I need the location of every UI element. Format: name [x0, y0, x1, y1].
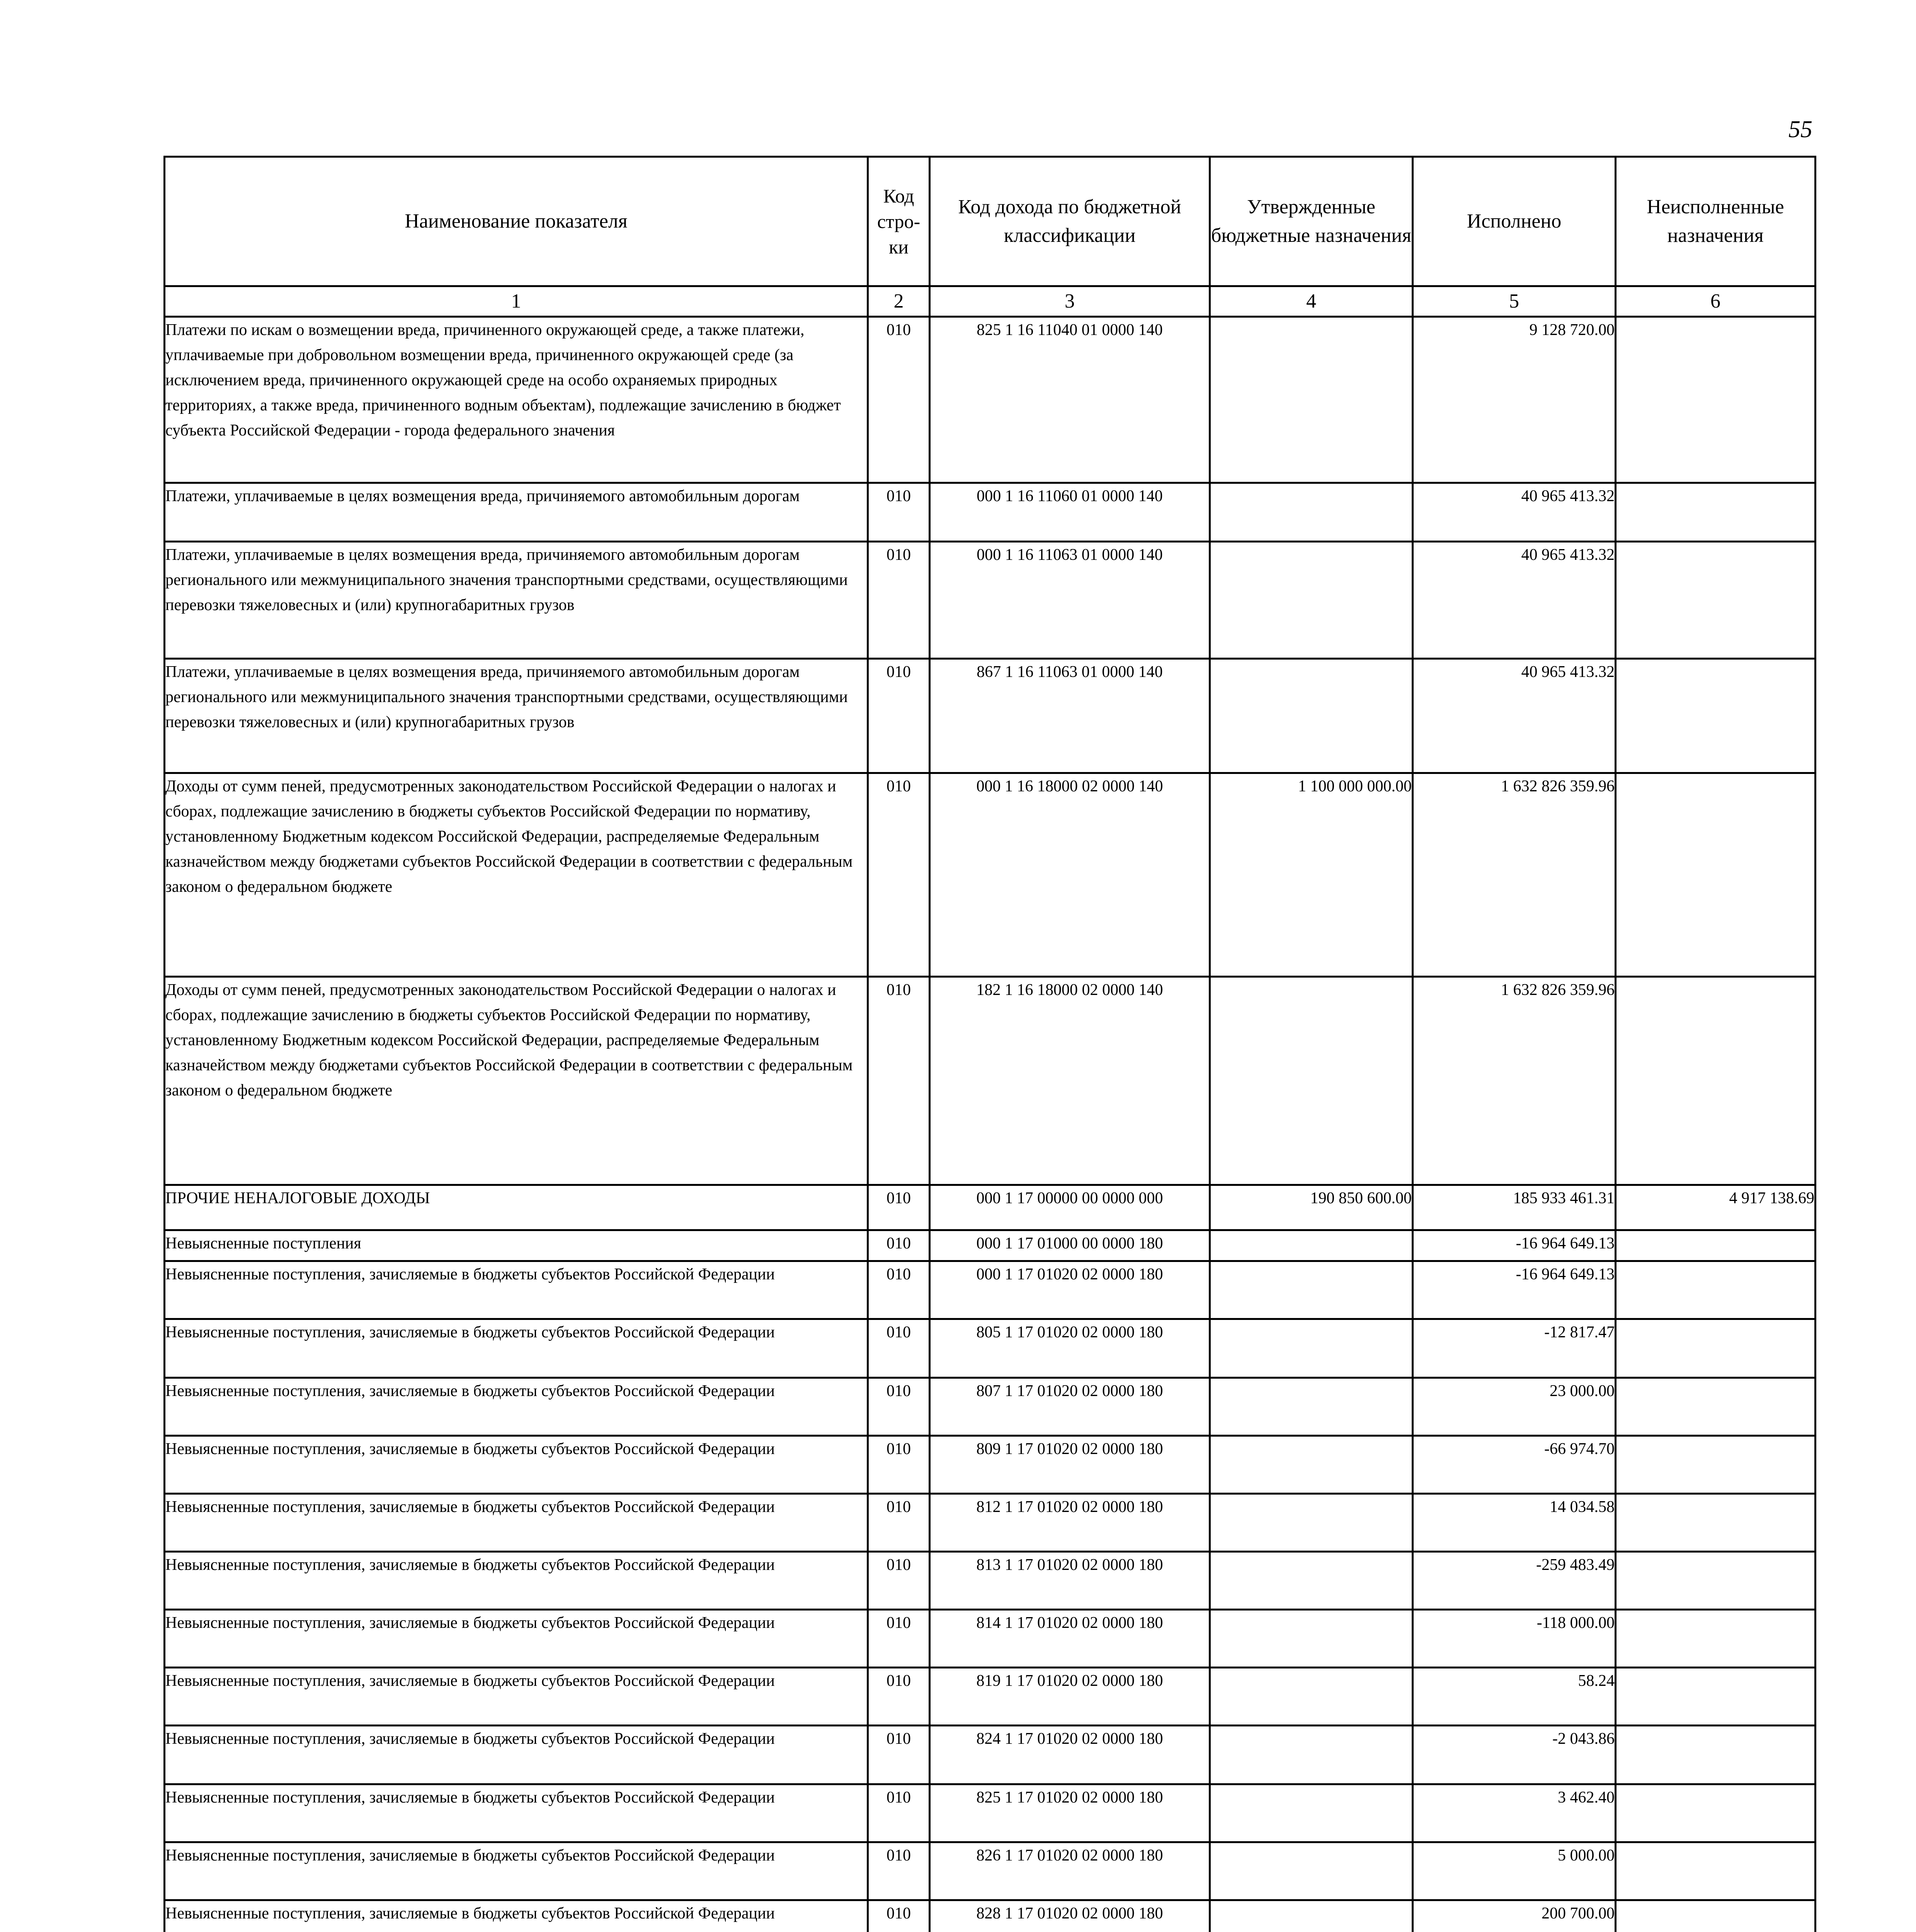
row-unexecuted: 4 917 138.69	[1616, 1185, 1816, 1230]
row-line-code: 010	[868, 1230, 930, 1261]
header-approved: Утвержденные бюджетные назначения	[1210, 157, 1413, 286]
row-unexecuted	[1616, 483, 1816, 542]
table-row	[165, 1610, 1816, 1668]
table-row	[165, 1842, 1816, 1900]
row-income-code: 000 1 16 11063 01 0000 140	[930, 542, 1210, 659]
table-row	[165, 1552, 1816, 1610]
row-approved	[1210, 1319, 1413, 1378]
row-line-code: 010	[868, 1842, 930, 1900]
row-name: Невыясненные поступления, зачисляемые в бюджеты субъектов Российской Федерации	[165, 1436, 868, 1494]
row-name: Платежи по искам о возмещении вреда, причиненного окружающей среде, а также платежи, уплачиваемые при добровольном возмещении вреда, причиненного окружающей среде (за исключением вреда, причиненного окружающей среде на особо охраняемых природных территориях, а также вреда, причиненного водным объектам), подлежащие зачислению в бюджет субъекта Российской Федерации - города федерального значения	[165, 317, 868, 483]
row-line-code: 010	[868, 1610, 930, 1668]
table-row	[165, 1436, 1816, 1494]
row-approved	[1210, 483, 1413, 542]
table-row	[165, 1726, 1816, 1784]
table-row	[165, 1185, 1816, 1230]
row-executed: -118 000.00	[1413, 1610, 1616, 1668]
row-income-code: 825 1 16 11040 01 0000 140	[930, 317, 1210, 483]
page-number: 55	[1788, 116, 1812, 143]
row-income-code: 819 1 17 01020 02 0000 180	[930, 1668, 1210, 1726]
row-name: Доходы от сумм пеней, предусмотренных законодательством Российской Федерации о налогах и сборах, подлежащие зачислению в бюджеты субъектов Российской Федерации по нормативу, установленному Бюджетным кодексом Российской Федерации, распределяемые Федеральным казначейством между бюджетами субъектов Российской Федерации в соответствии с федеральным законом о федеральном бюджете	[165, 773, 868, 977]
row-unexecuted	[1616, 659, 1816, 773]
row-executed: 9 128 720.00	[1413, 317, 1616, 483]
row-name: Невыясненные поступления, зачисляемые в бюджеты субъектов Российской Федерации	[165, 1378, 868, 1436]
row-unexecuted	[1616, 317, 1816, 483]
row-income-code: 813 1 17 01020 02 0000 180	[930, 1552, 1210, 1610]
row-line-code: 010	[868, 1261, 930, 1319]
table-row	[165, 1668, 1816, 1726]
row-income-code: 867 1 16 11063 01 0000 140	[930, 659, 1210, 773]
row-executed: 1 632 826 359.96	[1413, 773, 1616, 977]
row-unexecuted	[1616, 1726, 1816, 1784]
row-unexecuted	[1616, 1842, 1816, 1900]
row-executed: -66 974.70	[1413, 1436, 1616, 1494]
row-executed: 14 034.58	[1413, 1494, 1616, 1552]
header-income-code: Код дохода по бюджетной классификации	[930, 157, 1210, 286]
row-executed: 58.24	[1413, 1668, 1616, 1726]
row-income-code: 805 1 17 01020 02 0000 180	[930, 1319, 1210, 1378]
row-line-code: 010	[868, 317, 930, 483]
row-unexecuted	[1616, 1319, 1816, 1378]
header-executed: Исполнено	[1413, 157, 1616, 286]
row-approved	[1210, 1842, 1413, 1900]
row-line-code: 010	[868, 659, 930, 773]
row-executed: -16 964 649.13	[1413, 1261, 1616, 1319]
row-approved	[1210, 1378, 1413, 1436]
column-number: 4	[1210, 286, 1413, 317]
row-approved	[1210, 1726, 1413, 1784]
row-line-code: 010	[868, 1378, 930, 1436]
row-line-code: 010	[868, 1900, 930, 1932]
row-unexecuted	[1616, 1668, 1816, 1726]
row-approved	[1210, 977, 1413, 1185]
row-unexecuted	[1616, 1610, 1816, 1668]
row-line-code: 010	[868, 1185, 930, 1230]
row-approved	[1210, 1230, 1413, 1261]
row-income-code: 182 1 16 18000 02 0000 140	[930, 977, 1210, 1185]
row-name: Невыясненные поступления, зачисляемые в бюджеты субъектов Российской Федерации	[165, 1319, 868, 1378]
row-executed: 5 000.00	[1413, 1842, 1616, 1900]
row-name: Невыясненные поступления, зачисляемые в бюджеты субъектов Российской Федерации	[165, 1900, 868, 1932]
table-row	[165, 977, 1816, 1185]
row-executed: 185 933 461.31	[1413, 1185, 1616, 1230]
table-row	[165, 483, 1816, 542]
table-row	[165, 1319, 1816, 1378]
row-approved	[1210, 542, 1413, 659]
row-executed: 200 700.00	[1413, 1900, 1616, 1932]
row-name: Невыясненные поступления, зачисляемые в бюджеты субъектов Российской Федерации	[165, 1610, 868, 1668]
row-executed: 23 000.00	[1413, 1378, 1616, 1436]
header-unexecuted: Неисполненные назначения	[1616, 157, 1816, 286]
table-row	[165, 1261, 1816, 1319]
row-executed: -2 043.86	[1413, 1726, 1616, 1784]
row-executed: 40 965 413.32	[1413, 659, 1616, 773]
table-row	[165, 1784, 1816, 1842]
row-unexecuted	[1616, 1261, 1816, 1319]
row-name: Невыясненные поступления, зачисляемые в бюджеты субъектов Российской Федерации	[165, 1668, 868, 1726]
row-line-code: 010	[868, 483, 930, 542]
row-unexecuted	[1616, 977, 1816, 1185]
row-income-code: 807 1 17 01020 02 0000 180	[930, 1378, 1210, 1436]
table-row	[165, 1378, 1816, 1436]
row-unexecuted	[1616, 542, 1816, 659]
row-executed: -16 964 649.13	[1413, 1230, 1616, 1261]
column-number-row	[165, 286, 1816, 317]
table-row	[165, 773, 1816, 977]
row-income-code: 814 1 17 01020 02 0000 180	[930, 1610, 1210, 1668]
row-income-code: 809 1 17 01020 02 0000 180	[930, 1436, 1210, 1494]
row-unexecuted	[1616, 1784, 1816, 1842]
row-line-code: 010	[868, 1784, 930, 1842]
row-executed: -259 483.49	[1413, 1552, 1616, 1610]
row-approved	[1210, 1436, 1413, 1494]
header-line-code: Код стро-ки	[868, 157, 930, 286]
row-name: Невыясненные поступления, зачисляемые в бюджеты субъектов Российской Федерации	[165, 1261, 868, 1319]
row-name: Платежи, уплачиваемые в целях возмещения вреда, причиняемого автомобильным дорогам регионального или межмуниципального значения транспортными средствами, осуществляющими перевозки тяжеловесных и (или) крупногабаритных грузов	[165, 659, 868, 773]
row-approved	[1210, 1784, 1413, 1842]
row-unexecuted	[1616, 1436, 1816, 1494]
row-name: Невыясненные поступления, зачисляемые в бюджеты субъектов Российской Федерации	[165, 1552, 868, 1610]
row-approved	[1210, 317, 1413, 483]
row-line-code: 010	[868, 1319, 930, 1378]
table-row	[165, 659, 1816, 773]
row-approved	[1210, 1494, 1413, 1552]
row-name: Невыясненные поступления, зачисляемые в бюджеты субъектов Российской Федерации	[165, 1494, 868, 1552]
row-approved	[1210, 1261, 1413, 1319]
column-number: 1	[165, 286, 868, 317]
column-number: 5	[1413, 286, 1616, 317]
row-line-code: 010	[868, 773, 930, 977]
column-number: 6	[1616, 286, 1816, 317]
row-unexecuted	[1616, 1900, 1816, 1932]
row-income-code: 825 1 17 01020 02 0000 180	[930, 1784, 1210, 1842]
header-name: Наименование показателя	[165, 157, 868, 286]
row-approved	[1210, 1552, 1413, 1610]
row-approved	[1210, 1610, 1413, 1668]
row-income-code: 000 1 17 01000 00 0000 180	[930, 1230, 1210, 1261]
table-row	[165, 1494, 1816, 1552]
row-line-code: 010	[868, 542, 930, 659]
column-number: 3	[930, 286, 1210, 317]
row-unexecuted	[1616, 1552, 1816, 1610]
row-name: Платежи, уплачиваемые в целях возмещения вреда, причиняемого автомобильным дорогам регионального или межмуниципального значения транспортными средствами, осуществляющими перевозки тяжеловесных и (или) крупногабаритных грузов	[165, 542, 868, 659]
row-line-code: 010	[868, 1436, 930, 1494]
row-name: Невыясненные поступления	[165, 1230, 868, 1261]
row-name: ПРОЧИЕ НЕНАЛОГОВЫЕ ДОХОДЫ	[165, 1185, 868, 1230]
row-line-code: 010	[868, 1726, 930, 1784]
row-approved	[1210, 1900, 1413, 1932]
row-income-code: 000 1 17 01020 02 0000 180	[930, 1261, 1210, 1319]
table-row	[165, 542, 1816, 659]
row-unexecuted	[1616, 1378, 1816, 1436]
table-row	[165, 1900, 1816, 1932]
row-executed: 40 965 413.32	[1413, 483, 1616, 542]
row-approved	[1210, 1668, 1413, 1726]
row-executed: 40 965 413.32	[1413, 542, 1616, 659]
row-line-code: 010	[868, 1668, 930, 1726]
row-executed: 3 462.40	[1413, 1784, 1616, 1842]
row-income-code: 824 1 17 01020 02 0000 180	[930, 1726, 1210, 1784]
row-unexecuted	[1616, 773, 1816, 977]
row-income-code: 828 1 17 01020 02 0000 180	[930, 1900, 1210, 1932]
row-name: Невыясненные поступления, зачисляемые в бюджеты субъектов Российской Федерации	[165, 1784, 868, 1842]
column-number: 2	[868, 286, 930, 317]
budget-income-table	[163, 156, 1816, 1932]
row-approved: 190 850 600.00	[1210, 1185, 1413, 1230]
row-name: Доходы от сумм пеней, предусмотренных законодательством Российской Федерации о налогах и сборах, подлежащие зачислению в бюджеты субъектов Российской Федерации по нормативу, установленному Бюджетным кодексом Российской Федерации, распределяемые Федеральным казначейством между бюджетами субъектов Российской Федерации в соответствии с федеральным законом о федеральном бюджете	[165, 977, 868, 1185]
row-name: Невыясненные поступления, зачисляемые в бюджеты субъектов Российской Федерации	[165, 1726, 868, 1784]
row-executed: -12 817.47	[1413, 1319, 1616, 1378]
row-income-code: 826 1 17 01020 02 0000 180	[930, 1842, 1210, 1900]
table-row	[165, 317, 1816, 483]
row-line-code: 010	[868, 977, 930, 1185]
row-name: Платежи, уплачиваемые в целях возмещения вреда, причиняемого автомобильным дорогам	[165, 483, 868, 542]
row-approved: 1 100 000 000.00	[1210, 773, 1413, 977]
row-unexecuted	[1616, 1494, 1816, 1552]
row-unexecuted	[1616, 1230, 1816, 1261]
row-executed: 1 632 826 359.96	[1413, 977, 1616, 1185]
row-approved	[1210, 659, 1413, 773]
row-income-code: 000 1 16 18000 02 0000 140	[930, 773, 1210, 977]
row-income-code: 000 1 16 11060 01 0000 140	[930, 483, 1210, 542]
table-row	[165, 1230, 1816, 1261]
header-row	[165, 157, 1816, 286]
row-income-code: 000 1 17 00000 00 0000 000	[930, 1185, 1210, 1230]
row-line-code: 010	[868, 1494, 930, 1552]
row-income-code: 812 1 17 01020 02 0000 180	[930, 1494, 1210, 1552]
row-name: Невыясненные поступления, зачисляемые в бюджеты субъектов Российской Федерации	[165, 1842, 868, 1900]
row-line-code: 010	[868, 1552, 930, 1610]
